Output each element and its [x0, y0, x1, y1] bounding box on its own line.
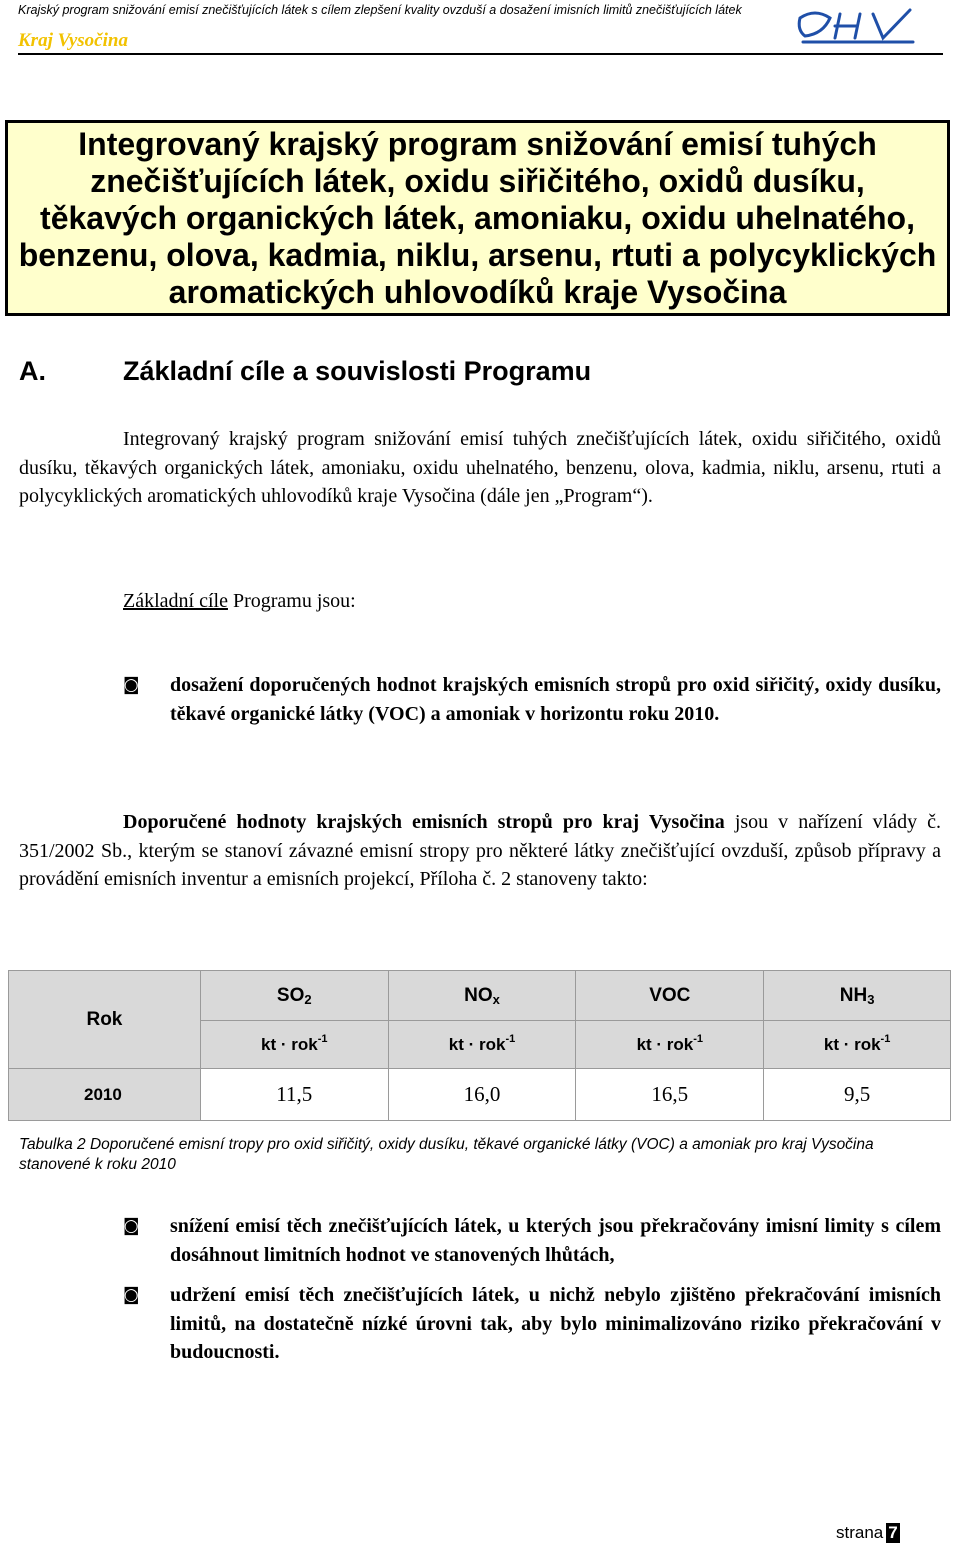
bullet-icon: ◙	[123, 675, 140, 695]
ceilings-paragraph	[19, 808, 941, 894]
document-title	[8, 126, 947, 311]
region-name: Kraj Vysočina	[18, 30, 128, 51]
list-item	[123, 671, 941, 728]
table-unit: kt · rok$^{-1}$	[200, 1021, 388, 1069]
running-header: Krajský program snižování emisí znečišťujících látek s cílem zlepšení kvality ovzduší a dosažení imisních limitů znečišťujících látek	[18, 3, 742, 17]
table-unit: kt · rok$^{-1}$	[764, 1021, 951, 1069]
bullet-icon: ◙	[123, 1285, 140, 1305]
ceilings-text: jsou v nařízení vlády č. 351/2002 Sb., kterým se stanoví závazné emisní stropy pro některé látky znečišťující ovzduší, způsob přípravy a provádění emisních inventur a emisních projekcí, Příloha č. 2 stanoveny takto:	[19, 811, 941, 890]
title-line-2: těkavých organických látek, amoniaku, oxidu uhelnatého, benzenu, olova, kadmia, niklu, arsenu, rtuti a polycyklických aromatických uhlovodíků kraje Vysočina	[18, 199, 937, 310]
title-line-1: Integrovaný krajský program snižování emisí tuhých znečišťujících látek, oxidu siřičitého, oxidů dusíku,	[78, 125, 877, 199]
table-cell-nox: 16,0	[388, 1069, 576, 1121]
bullet-icon: ◙	[123, 1216, 140, 1236]
table-cell-so2: 11,5	[200, 1069, 388, 1121]
list-item	[123, 1281, 941, 1367]
goals-label	[123, 590, 356, 613]
document-title-box	[5, 120, 950, 316]
list-item-text: dosažení doporučených hodnot krajských emisních stropů pro oxid siřičitý, oxidy dusíku, těkavé organické látky (VOC) a amoniak v horizontu roku 2010.	[170, 674, 941, 725]
company-logo-icon	[795, 6, 917, 46]
goals-label-underlined: Základní cíle	[123, 590, 228, 612]
table-header-year: Rok	[9, 971, 201, 1069]
list-item	[123, 1212, 941, 1269]
list-item-text: snížení emisí těch znečišťujících látek, u kterých jsou překračovány imisní limity s cílem dosáhnout limitních hodnot ve stanovených lhůtách,	[170, 1215, 941, 1266]
page-label: strana	[836, 1523, 884, 1542]
intro-paragraph	[19, 425, 941, 511]
header-divider	[18, 53, 943, 55]
table-unit: kt · rok$^{-1}$	[388, 1021, 576, 1069]
table-cell-voc: 16,5	[576, 1069, 764, 1121]
section-title: Základní cíle a souvislosti Programu	[123, 356, 592, 386]
table-cell-nh3: 9,5	[764, 1069, 951, 1121]
table-row	[9, 1069, 951, 1121]
table-cell-year: 2010	[9, 1069, 201, 1121]
list-item-text: udržení emisí těch znečišťujících látek, u nichž nebylo zjištěno překračování imisních limitů, na dostatečně nízké úrovni tak, aby bylo minimalizováno riziko překračování v budoucnosti.	[170, 1284, 941, 1363]
ceilings-bold: Doporučené hodnoty krajských emisních stropů pro kraj Vysočina	[123, 811, 725, 833]
table-header-nox: $NO_x$	[388, 971, 576, 1021]
table-header-so2: $SO_2$	[200, 971, 388, 1021]
table-header-voc: VOC	[576, 971, 764, 1021]
goals-label-rest: Programu jsou:	[227, 590, 356, 612]
table-header-nh3: $NH_3$	[764, 971, 951, 1021]
page-number	[836, 1523, 900, 1543]
intro-text: Integrovaný krajský program snižování emisí tuhých znečišťujících látek, oxidu siřičitého, oxidů dusíku, těkavých organických látek, amoniaku, oxidu uhelnatého, benzenu, olova, kadmia, niklu, arsenu, rtuti a polycyklických aromatických uhlovodíků kraje Vysočina (dále jen „Program“).	[19, 428, 941, 507]
section-heading	[19, 356, 591, 387]
emission-ceilings-table	[8, 970, 951, 1121]
table-caption: Tabulka 2 Doporučené emisní tropy pro oxid siřičitý, oxidy dusíku, těkavé organické látky (VOC) a amoniak pro kraj Vysočina stanovené k roku 2010	[19, 1136, 874, 1173]
page-number-value: 7	[888, 1523, 898, 1542]
section-number: A.	[19, 356, 46, 386]
table-unit: kt · rok$^{-1}$	[576, 1021, 764, 1069]
